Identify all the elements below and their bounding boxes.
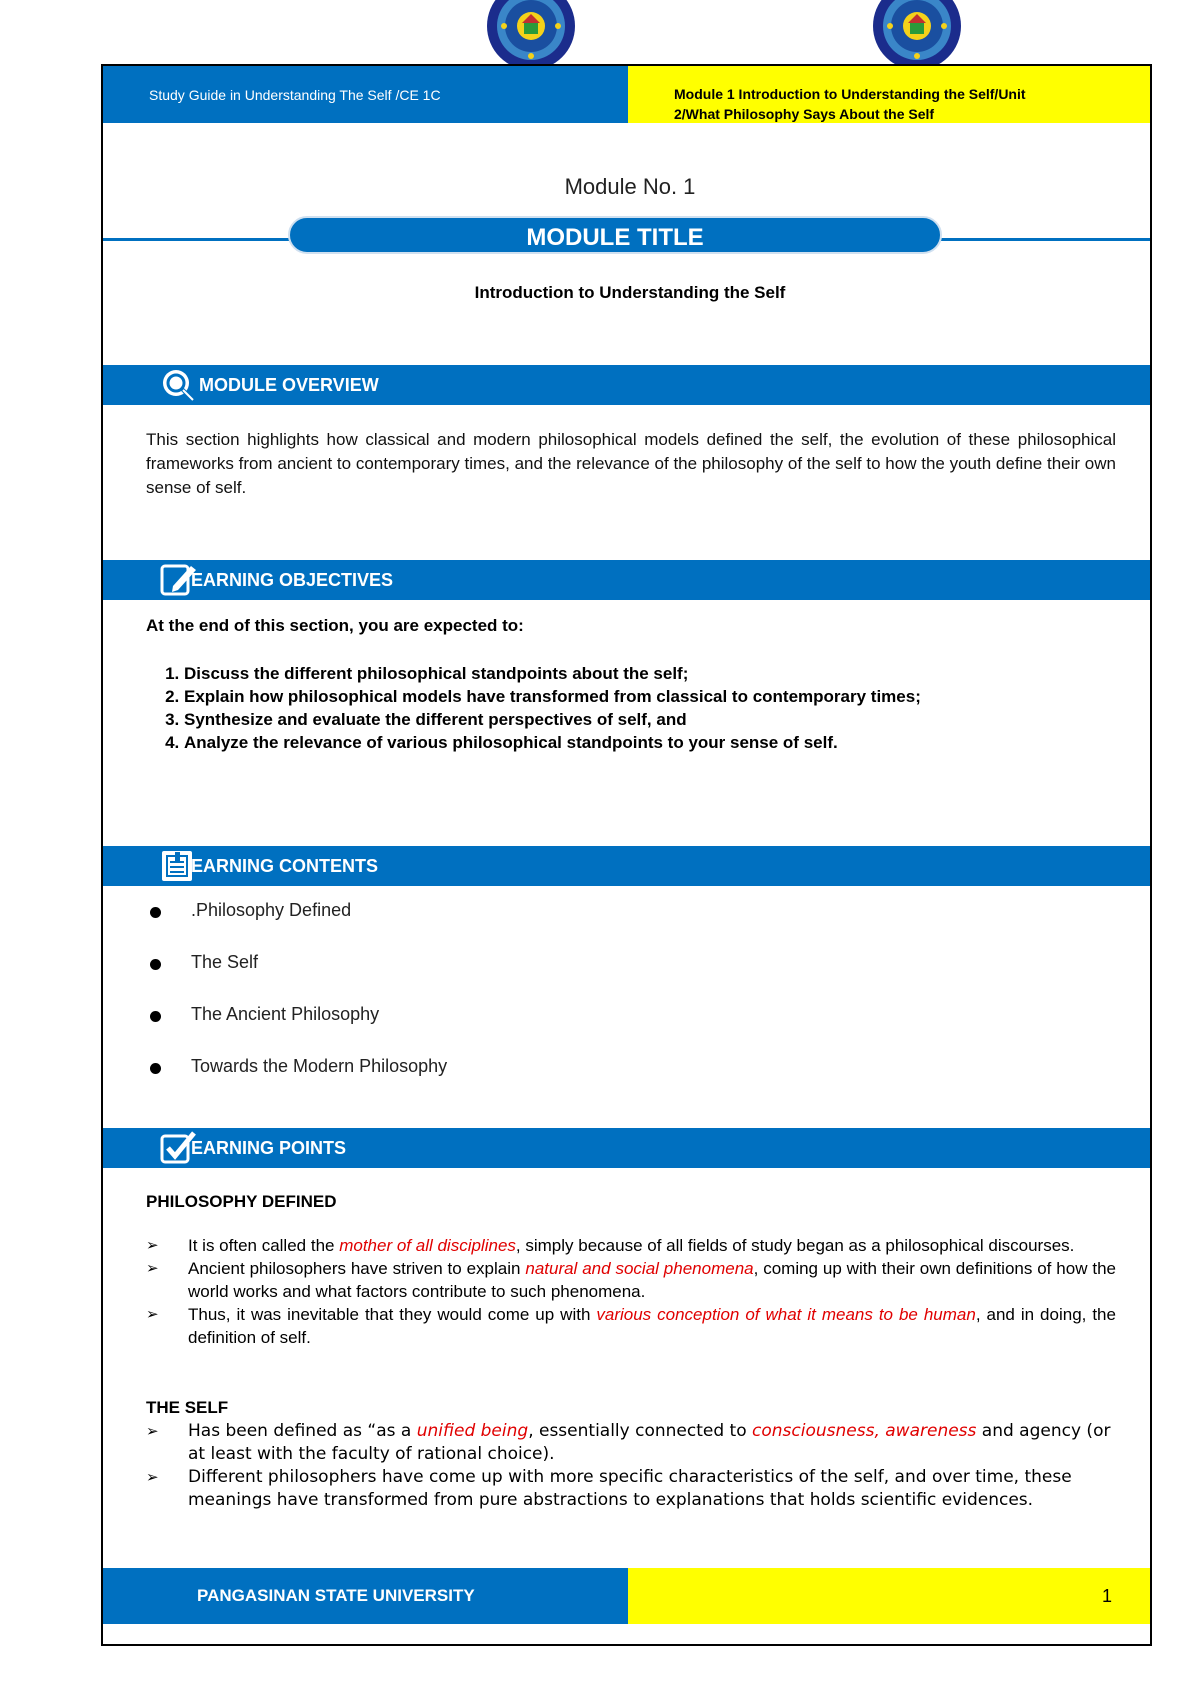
magnifier-icon bbox=[159, 366, 197, 404]
footer-university-text: PANGASINAN STATE UNIVERSITY bbox=[197, 1586, 475, 1605]
arrow-bullet-icon: ➢ bbox=[146, 1237, 159, 1254]
section-points-label: EARNING POINTS bbox=[191, 1137, 347, 1158]
header-course-label bbox=[103, 66, 628, 123]
section-overview-label: MODULE OVERVIEW bbox=[199, 374, 379, 395]
list-item: ➢ Ancient philosophers have striven to explain natural and social phenomena, coming up with their own definitions of how the world works and what factors contribute to such phenomena. bbox=[146, 1259, 1116, 1301]
section-objectives-bar bbox=[103, 560, 1150, 600]
self-points-list bbox=[146, 1420, 1116, 1512]
objectives-intro: At the end of this section, you are expected to: bbox=[146, 616, 524, 635]
list-item: 3. Synthesize and evaluate the different perspectives of self, and bbox=[184, 708, 921, 731]
university-seal-icon bbox=[870, 0, 964, 68]
list-item: 1. Discuss the different philosophical standpoints about the self; bbox=[184, 662, 921, 685]
title-divider-left bbox=[103, 238, 293, 241]
header-module-line1: Module 1 Introduction to Understanding the Self/Unit bbox=[674, 86, 1026, 102]
list-item: Towards the Modern Philosophy bbox=[146, 1056, 447, 1108]
list-item: ➢ Has been defined as “as a unified being, essentially connected to consciousness, awareness and agency (or at least with the faculty of rational choice). bbox=[146, 1421, 1111, 1464]
title-divider-right bbox=[940, 238, 1150, 241]
module-title-banner: MODULE TITLE bbox=[288, 216, 942, 254]
list-item: 4. Analyze the relevance of various philosophical standpoints to your sense of self. bbox=[184, 731, 921, 754]
list-item: The Self bbox=[146, 952, 447, 1004]
list-item: ➢ Thus, it was inevitable that they would come up with various conception of what it means to be human, and in doing, the definition of self. bbox=[146, 1305, 1116, 1347]
footer-university bbox=[103, 1568, 628, 1624]
arrow-bullet-icon: ➢ bbox=[146, 1260, 159, 1277]
header-course-text: Study Guide in Understanding The Self /CE 1C bbox=[149, 86, 441, 103]
arrow-bullet-icon: ➢ bbox=[146, 1468, 159, 1486]
bullet-icon bbox=[150, 1063, 161, 1074]
footer-page bbox=[628, 1568, 1150, 1624]
module-number: Module No. 1 bbox=[564, 174, 696, 199]
objectives-list bbox=[166, 662, 921, 754]
section-contents-bar bbox=[103, 846, 1150, 886]
arrow-bullet-icon: ➢ bbox=[146, 1306, 159, 1323]
list-item: 2. Explain how philosophical models have transformed from classical to contemporary times; bbox=[184, 685, 921, 708]
list-item: ➢ Different philosophers have come up with more specific characteristics of the self, and over time, these meanings have transformed from pure abstractions to explanations that holds scientific evidences. bbox=[146, 1467, 1072, 1510]
list-item: The Ancient Philosophy bbox=[146, 1004, 447, 1056]
the-self-heading: THE SELF bbox=[146, 1398, 229, 1417]
bullet-icon bbox=[150, 1011, 161, 1022]
bullet-icon bbox=[150, 959, 161, 970]
page-number: 1 bbox=[1101, 1585, 1112, 1606]
list-item: .Philosophy Defined bbox=[146, 900, 447, 952]
contents-list bbox=[146, 900, 447, 1108]
bullet-icon bbox=[150, 907, 161, 918]
list-item: ➢ It is often called the mother of all disciplines, simply because of all fields of study began as a philosophical discourses. bbox=[146, 1236, 1075, 1255]
section-objectives-label: EARNING OBJECTIVES bbox=[191, 569, 394, 590]
section-points-bar bbox=[103, 1128, 1150, 1168]
overview-text: This section highlights how classical and modern philosophical models defined the self, the evolution of these philosophical frameworks from ancient to contemporary times, and the relevance of the philosophy of the self to how the youth define their own sense of self. bbox=[146, 430, 1116, 497]
philosophy-points-list bbox=[146, 1234, 1116, 1349]
module-subtitle: Introduction to Understanding the Self bbox=[474, 283, 786, 302]
philosophy-defined-heading: PHILOSOPHY DEFINED bbox=[146, 1192, 337, 1211]
section-overview-bar bbox=[103, 365, 1150, 405]
header-module-label bbox=[628, 66, 1150, 123]
arrow-bullet-icon: ➢ bbox=[146, 1422, 159, 1440]
header-module-line2: 2/What Philosophy Says About the Self bbox=[674, 106, 935, 122]
university-seal-icon bbox=[484, 0, 578, 68]
section-contents-label: EARNING CONTENTS bbox=[191, 855, 379, 876]
